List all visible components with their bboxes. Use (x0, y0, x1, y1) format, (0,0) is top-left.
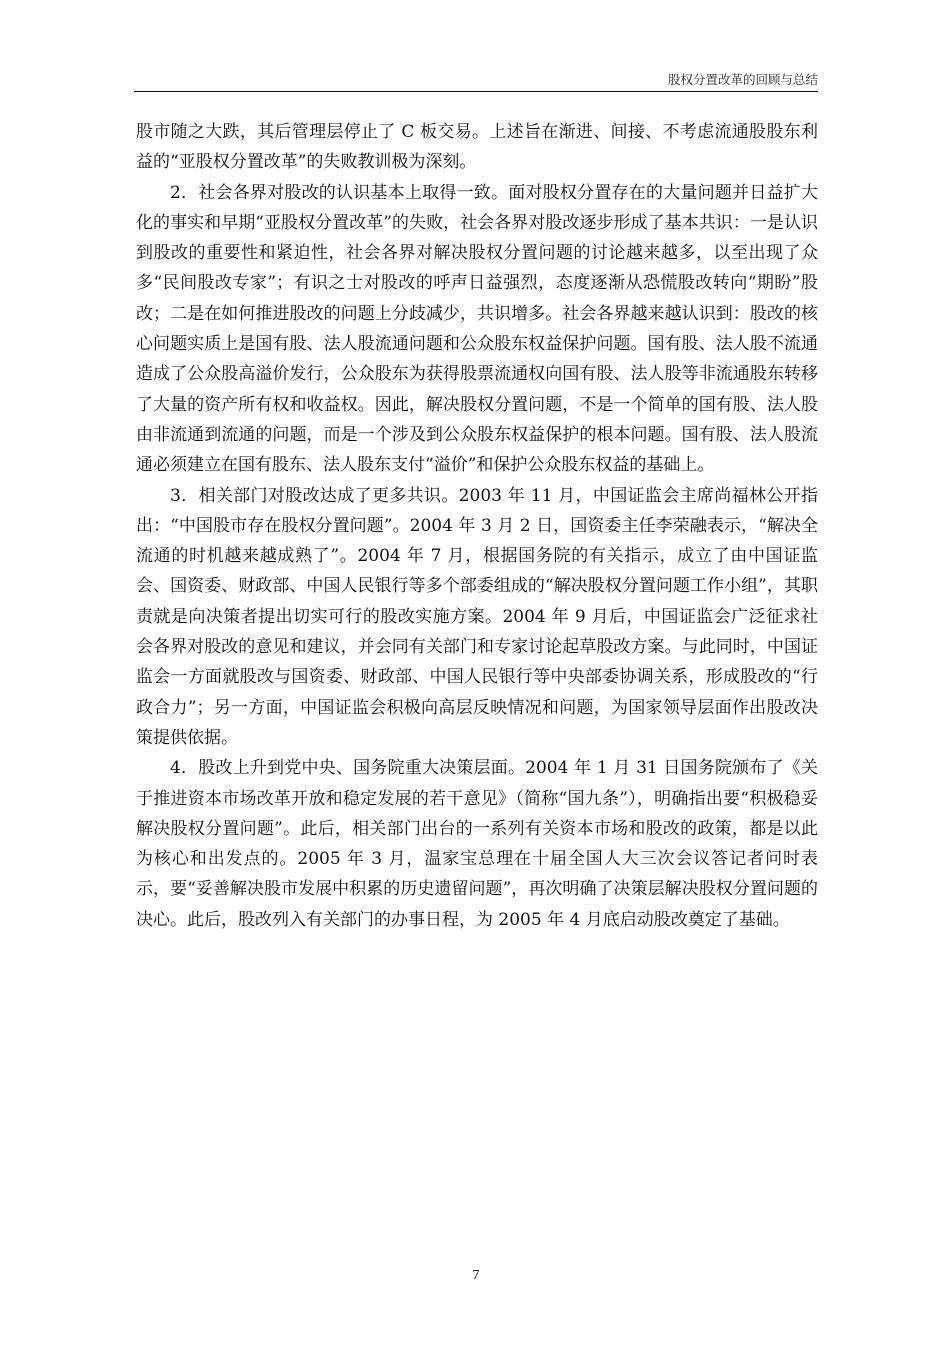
paragraph-3: 3．相关部门对股改达成了更多共识。2003 年 11 月，中国证监会主席尚福林公开指出：“中国股市存在股权分置问题”。2004 年 3 月 2 日，国资委主任李荣融表示，“解决全流通的时机越来越成熟了”。2004 年 7 月，根据国务院的有关指示，成立了由中国证监会、国资委、财政部、中国人民银行等多个部委组成的“解决股权分置问题工作小组”，其职责就是向决策者提出切实可行的股改实施方案。2004 年 9 月后，中国证监会广泛征求社会各界对股改的意见和建议，并会同有关部门和专家讨论起草股改方案。与此同时，中国证监会一方面就股改与国资委、财政部、中国人民银行等中央部委协调关系，形成股改的“行政合力”；另一方面，中国证监会积极向高层反映情况和问题，为国家领导层面作出股改决策提供依据。 (136, 485, 818, 748)
paragraph-4: 4．股改上升到党中央、国务院重大决策层面。2004 年 1 月 31 日国务院颁布了《关于推进资本市场改革开放和稳定发展的若干意见》（简称“国九条”），明确指出要“积极稳妥解决股权分置问题”。此后，相关部门出台的一系列有关资本市场和股改的政策，都是以此为核心和出发点的。2005 年 3 月，温家宝总理在十届全国人大三次会议答记者问时表示，要“妥善解决股市发展中积累的历史遗留问题”，再次明确了决策层解决股权分置问题的决心。此后，股改列入有关部门的办事日程，为 2005 年 4 月底启动股改奠定了基础。 (136, 758, 818, 930)
page-number: 7 (472, 1268, 480, 1283)
running-header: 股权分置改革的回顾与总结 (667, 72, 818, 87)
paragraph-continuation: 股市随之大跌，其后管理层停止了 C 板交易。上述旨在渐进、间接、不考虑流通股股东利益的“亚股权分置改革”的失败教训极为深刻。 (136, 122, 818, 173)
body-text (136, 117, 818, 935)
header-rule (134, 91, 818, 92)
paragraph-2: 2．社会各界对股改的认识基本上取得一致。面对股权分置存在的大量问题并日益扩大化的事实和早期“亚股权分置改革”的失败，社会各界对股改逐步形成了基本共识：一是认识到股改的重要性和紧迫性，社会各界对解决股权分置问题的讨论越来越多，以至出现了众多“民间股改专家”；有识之士对股改的呼声日益强烈，态度逐渐从恐慌股改转向“期盼”股改；二是在如何推进股改的问题上分歧减少，共识增多。社会各界越来越认识到：股改的核心问题实质上是国有股、法人股流通问题和公众股东权益保护问题。国有股、法人股不流通造成了公众股高溢价发行，公众股东为获得股票流通权向国有股、法人股等非流通股东转移了大量的资产所有权和收益权。因此，解决股权分置问题，不是一个简单的国有股、法人股由非流通到流通的问题，而是一个涉及到公众股东权益保护的根本问题。国有股、法人股流通必须建立在国有股东、法人股东支付“溢价”和保护公众股东权益的基础上。 (136, 182, 818, 476)
